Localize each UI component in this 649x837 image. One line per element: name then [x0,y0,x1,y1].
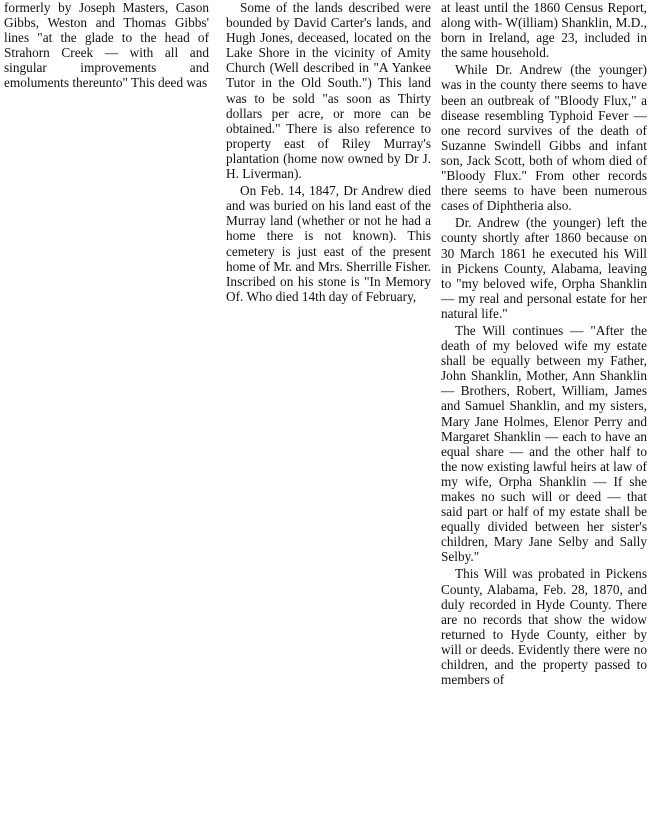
paragraph: While Dr. Andrew (the younger) was in the county there seems to have been an outbreak of "Bloody Flux," a disease resembling Typhoid Fever — one record survives of the death of Suzanne Swindell Gibbs and infant son, Jack Scott, both of whom died of "Bloody Flux." From other records there seems to have been numerous cases of Diphtheria also. [441,62,647,214]
paragraph: Dr. Andrew (the younger) left the county shortly after 1860 because on 30 March 1861 he executed his Will in Pickens County, Alabama, leaving to "my beloved wife, Orpha Shanklin — my real and personal estate for her natural life." [441,215,647,321]
column-3 [441,0,647,837]
column-1 [4,0,209,93]
paragraph: On Feb. 14, 1847, Dr Andrew died and was buried on his land east of the Murray land (whether or not he had a home there is not known). This cemetery is just east of the present home of Mr. and Mrs. Sherrille Fisher. Inscribed on his stone is "In Memory Of. Who died 14th day of February, [226,183,431,304]
paragraph: The Will continues — "After the death of my beloved wife my estate shall be equally between my Father, John Shanklin, Mother, Ann Shanklin — Brothers, Robert, William, James and Samuel Shanklin, and my sisters, Mary Jane Holmes, Elenor Perry and Margaret Shanklin — each to have an equal share — and the other half to the now existing lawful heirs at law of my wife, Orpha Shanklin — If she makes no such will or deed — that said part or half of my estate shall be equally divided between her sister's children, Mary Jane Selby and Sally Selby." [441,322,647,565]
paragraph: formerly by Joseph Masters, Cason Gibbs, Weston and Thomas Gibbs' lines "at the glade to the head of Strahorn Creek — with all and singular improvements and emoluments thereunto" This deed was [4,0,209,91]
paragraph: Some of the lands described were bounded by David Carter's lands, and Hugh Jones, deceased, located on the Lake Shore in the vicinity of Amity Church (Well described in "A Yankee Tutor in the Old South.") This land was to be sold "as soon as Thirty dollars per acre, or more can be obtained." There is also reference to property east of Riley Murray's plantation (home now owned by Dr J. H. Liverman). [226,0,431,182]
paragraph: This Will was probated in Pickens County, Alabama, Feb. 28, 1870, and duly recorded in Hyde County. There are no records that show the widow returned to Hyde County, either by will or deeds. Evidently there were no children, and the property passed to members of [441,566,647,688]
column-2 [226,0,431,306]
paragraph: at least until the 1860 Census Report, along with- W(illiam) Shanklin, M.D., born in Ireland, age 23, included in the same household. [441,0,647,61]
